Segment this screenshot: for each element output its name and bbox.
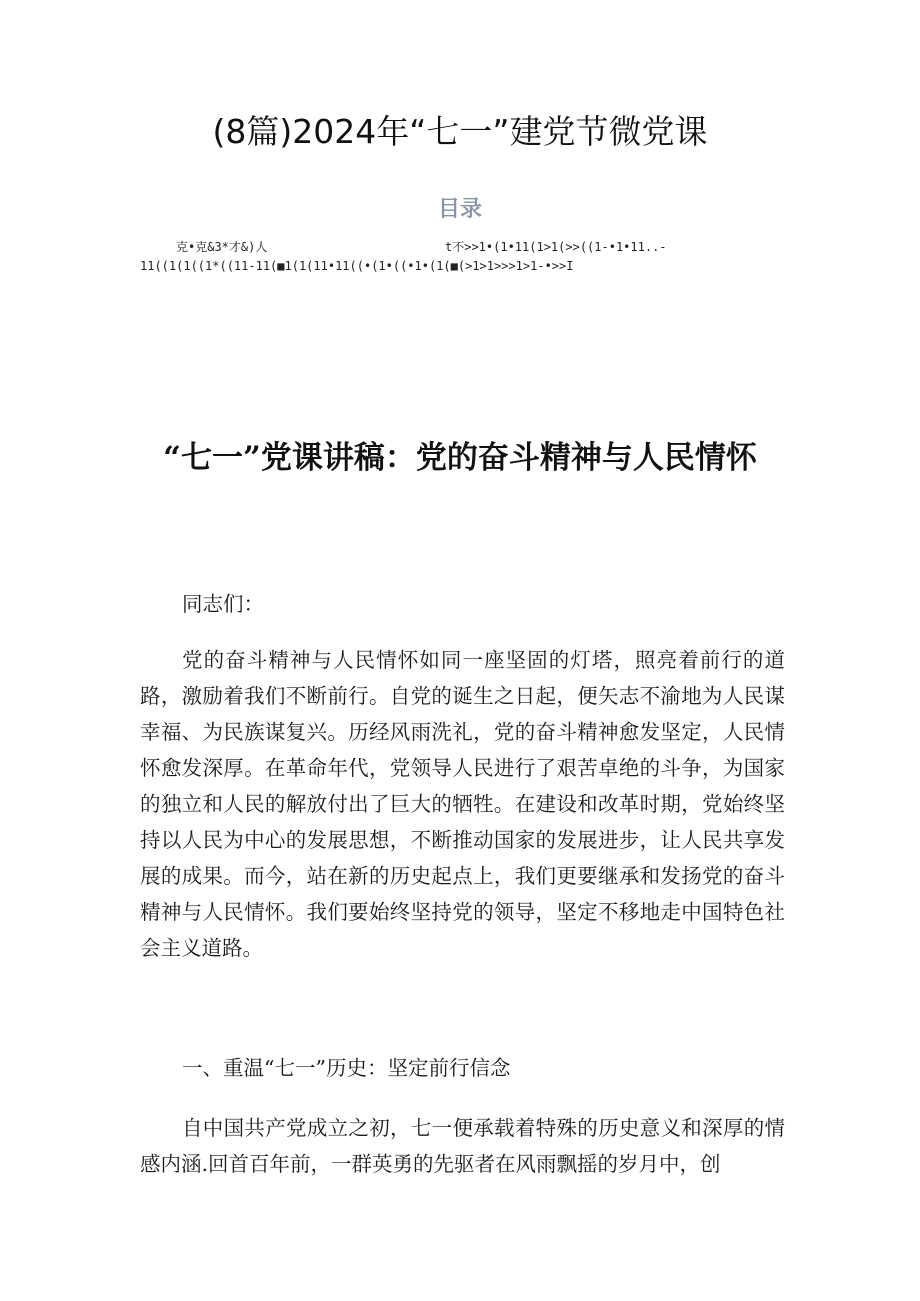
toc-entry: t不>>1•(1•11(1>1(>>((1-•1•11..- bbox=[445, 240, 667, 254]
greeting: 同志们： bbox=[182, 592, 264, 616]
body-paragraph: 自中国共产党成立之初，七一便承载着特殊的历史意义和深厚的情感内涵.回首百年前，一群英勇的先驱者在风雨飘摇的岁月中，创 bbox=[140, 1116, 785, 1176]
toc-entry: 克•克&3*才&)人 bbox=[176, 240, 268, 254]
section-title: “七一”党课讲稿：党的奋斗精神与人民情怀 bbox=[163, 440, 757, 476]
body-paragraph: 党的奋斗精神与人民情怀如同一座坚固的灯塔，照亮着前行的道路，激励着我们不断前行。自党的诞生之日起，便矢志不渝地为人民谋幸福、为民族谋复兴。历经风雨洗礼，党的奋斗精神愈发坚定，人民情怀愈发深厚。在革命年代，党领导人民进行了艰苦卓绝的斗争，为国家的独立和人民的解放付出了巨大的牺牲。在建设和改革时期，党始终坚持以人民为中心的发展思想，不断推动国家的发展进步，让人民共享发展的成果。而今，站在新的历史起点上，我们更要继承和发扬党的奋斗精神与人民情怀。我们要始终坚持党的领导，坚定不移地走中国特色社会主义道路。 bbox=[140, 648, 785, 960]
toc-heading: 目录 bbox=[437, 197, 482, 222]
toc-entry: 11((1(1((1*((11-11(■1(1(11•11((•(1•((•1•(1(■(>1>1>>>1>1-•>>I bbox=[140, 259, 574, 273]
subsection-heading: 一、重温“七一”历史：坚定前行信念 bbox=[182, 1056, 511, 1080]
document-title: (8篇)2024年“七一”建党节微党课 bbox=[212, 112, 708, 151]
